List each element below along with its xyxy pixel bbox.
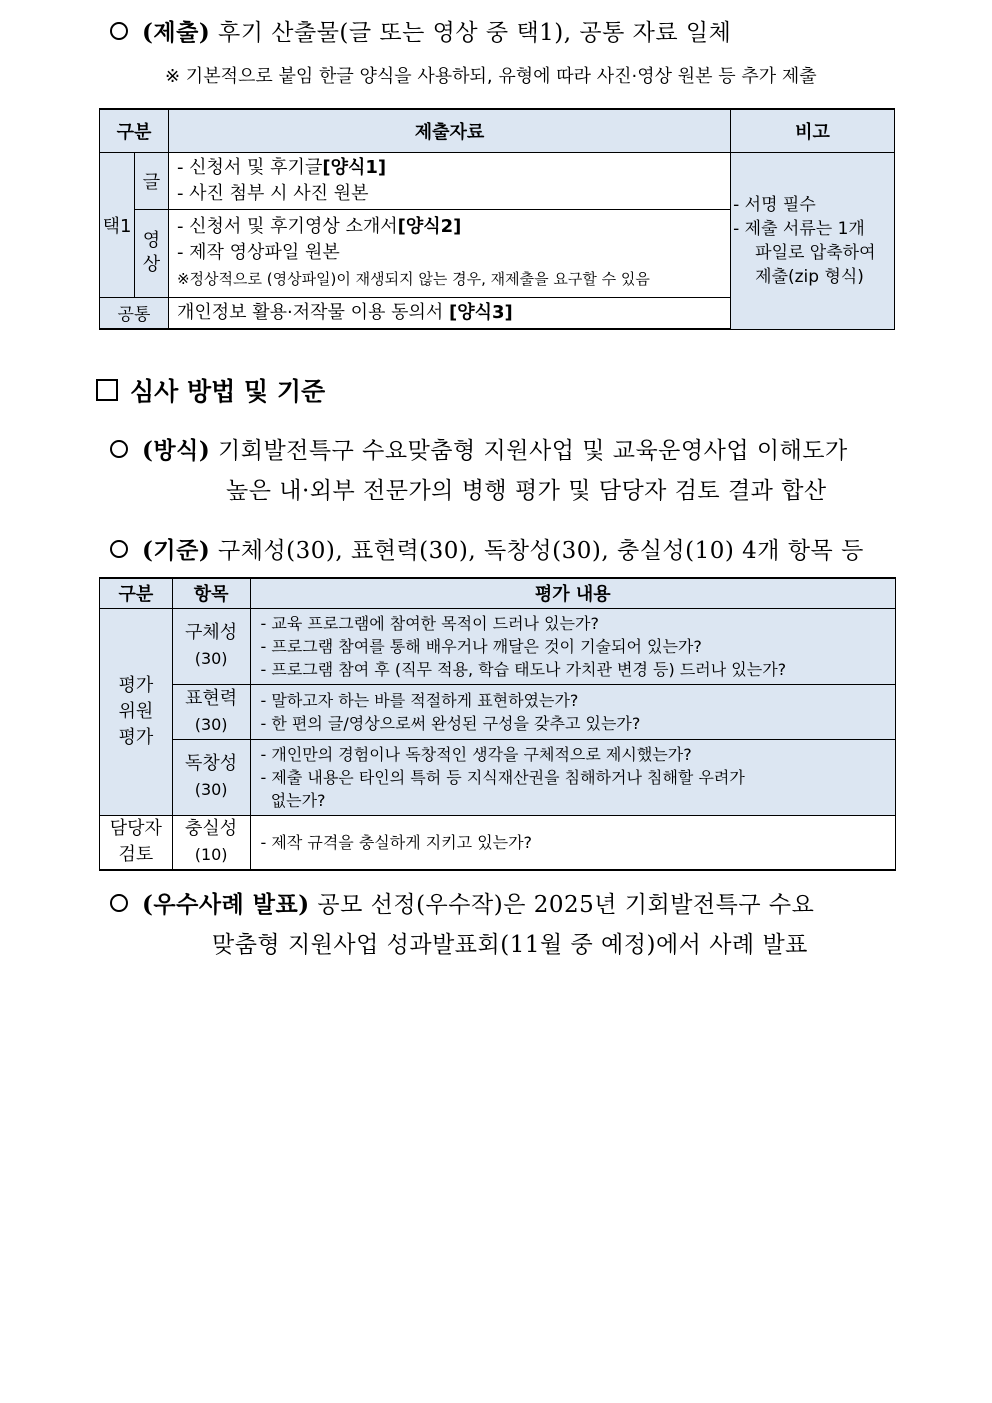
item-name: 독창성 bbox=[185, 753, 238, 774]
showcase-line1: 공모 선정(우수작)은 2025년 기회발전특구 수요 bbox=[309, 892, 815, 918]
form2-label: [양식2] bbox=[397, 216, 462, 237]
submission-table bbox=[99, 108, 895, 330]
item-concreteness bbox=[172, 608, 250, 684]
content-line: 없는가? bbox=[260, 790, 326, 810]
table1-type-text: 글 bbox=[134, 152, 168, 209]
item-score: (10) bbox=[194, 845, 228, 865]
method-line2: 높은 내·외부 전문가의 병행 평가 및 담당자 검토 결과 합산 bbox=[226, 478, 827, 504]
circle-bullet-icon bbox=[110, 440, 128, 458]
remark-3: 파일로 압축하여 bbox=[755, 242, 876, 263]
table1-remarks bbox=[731, 152, 895, 329]
table2-group-panel: 평가 위원 평가 bbox=[100, 608, 173, 815]
showcase-line bbox=[110, 886, 814, 919]
form3-label: [양식3] bbox=[449, 301, 513, 323]
item-originality bbox=[172, 739, 250, 815]
table1-header-materials: 제출자료 bbox=[168, 109, 730, 152]
text-item-2: - 사진 첨부 시 사진 원본 bbox=[176, 182, 369, 204]
circle-bullet-icon bbox=[110, 894, 128, 912]
submission-line bbox=[110, 14, 731, 47]
content-concreteness bbox=[250, 608, 895, 684]
criteria-label: (기준) bbox=[142, 537, 211, 564]
video-item-2: - 제작 영상파일 원본 bbox=[176, 242, 340, 263]
section-title bbox=[96, 372, 325, 408]
remark-1: - 서명 필수 bbox=[733, 194, 816, 215]
table2-header-content: 평가 내용 bbox=[250, 578, 895, 608]
video-note: ※정상적으로 (영상파일)이 재생되지 않는 경우, 재제출을 요구할 수 있음 bbox=[176, 270, 650, 288]
table1-common-label: 공통 bbox=[100, 297, 169, 329]
item-expressiveness bbox=[172, 684, 250, 739]
item-score: (30) bbox=[194, 649, 228, 668]
content-faithfulness bbox=[250, 815, 895, 870]
remark-4: 제출(zip 형식) bbox=[755, 266, 864, 287]
content-line: - 제출 내용은 타인의 특허 등 지식재산권을 침해하거나 침해할 우려가 bbox=[260, 767, 745, 787]
table1-header-category: 구분 bbox=[100, 109, 169, 152]
remark-2: - 제출 서류는 1개 bbox=[733, 218, 865, 239]
circle-bullet-icon bbox=[110, 22, 128, 40]
content-line: - 교육 프로그램에 참여한 목적이 드러나 있는가? bbox=[260, 613, 599, 633]
form1-label: [양식1] bbox=[322, 156, 387, 178]
content-originality bbox=[250, 739, 895, 815]
item-faithfulness bbox=[172, 815, 250, 870]
table1-group-label: 택1 bbox=[100, 152, 135, 297]
table1-common-text bbox=[168, 297, 730, 329]
method-line1: 기회발전특구 수요맞춤형 지원사업 및 교육운영사업 이해도가 bbox=[210, 438, 848, 464]
content-line: - 제작 규격을 충실하게 지키고 있는가? bbox=[260, 832, 533, 852]
table2-header-category: 구분 bbox=[100, 578, 173, 608]
table1-header-remarks: 비고 bbox=[731, 109, 895, 152]
showcase-line2: 맞춤형 지원사업 성과발표회(11월 중 예정)에서 사례 발표 bbox=[212, 932, 808, 958]
content-line: - 말하고자 하는 바를 적절하게 표현하였는가? bbox=[260, 690, 579, 710]
circle-bullet-icon bbox=[110, 540, 128, 558]
text-item-1: - 신청서 및 후기글 bbox=[176, 156, 323, 178]
submission-note: ※ 기본적으로 붙임 한글 양식을 사용하되, 유형에 따라 사진·영상 원본 등 추가 제출 bbox=[165, 66, 817, 87]
content-line: - 한 편의 글/영상으로써 완성된 구성을 갖추고 있는가? bbox=[260, 713, 641, 733]
criteria-text: 구체성(30), 표현력(30), 독창성(30), 충실성(10) 4개 항목 등 bbox=[210, 538, 864, 564]
item-score: (30) bbox=[194, 780, 228, 799]
method-line bbox=[110, 432, 848, 465]
common-text: 개인정보 활용·저작물 이용 동의서 bbox=[176, 301, 449, 323]
item-name: 충실성 bbox=[185, 818, 238, 840]
content-line: - 프로그램 참여 후 (직무 적용, 학습 태도나 가치관 변경 등) 드러나 있는가? bbox=[260, 659, 787, 679]
table1-type-video: 영상 bbox=[134, 209, 168, 297]
item-name: 표현력 bbox=[185, 687, 238, 709]
content-line: - 개인만의 경험이나 독창적인 생각을 구체적으로 제시했는가? bbox=[260, 744, 692, 764]
evaluation-table bbox=[99, 577, 896, 871]
table1-video-materials bbox=[168, 209, 730, 297]
submission-text: 후기 산출물(글 또는 영상 중 택1), 공통 자료 일체 bbox=[210, 20, 732, 46]
content-expressiveness bbox=[250, 684, 895, 739]
item-score: (30) bbox=[194, 714, 228, 734]
table2-group-staff: 담당자 검토 bbox=[100, 815, 173, 870]
square-bullet-icon bbox=[96, 379, 118, 401]
submission-label: (제출) bbox=[142, 19, 211, 46]
table2-header-item: 항목 bbox=[172, 578, 250, 608]
table1-text-materials bbox=[168, 152, 730, 209]
showcase-label: (우수사례 발표) bbox=[142, 891, 310, 918]
criteria-line bbox=[110, 532, 864, 565]
content-line: - 프로그램 참여를 통해 배우거나 깨달은 것이 기술되어 있는가? bbox=[260, 636, 702, 656]
item-name: 구체성 bbox=[185, 622, 238, 643]
section-title-text: 심사 방법 및 기준 bbox=[130, 377, 326, 406]
method-label: (방식) bbox=[142, 437, 211, 464]
video-item-1: - 신청서 및 후기영상 소개서 bbox=[176, 216, 398, 237]
